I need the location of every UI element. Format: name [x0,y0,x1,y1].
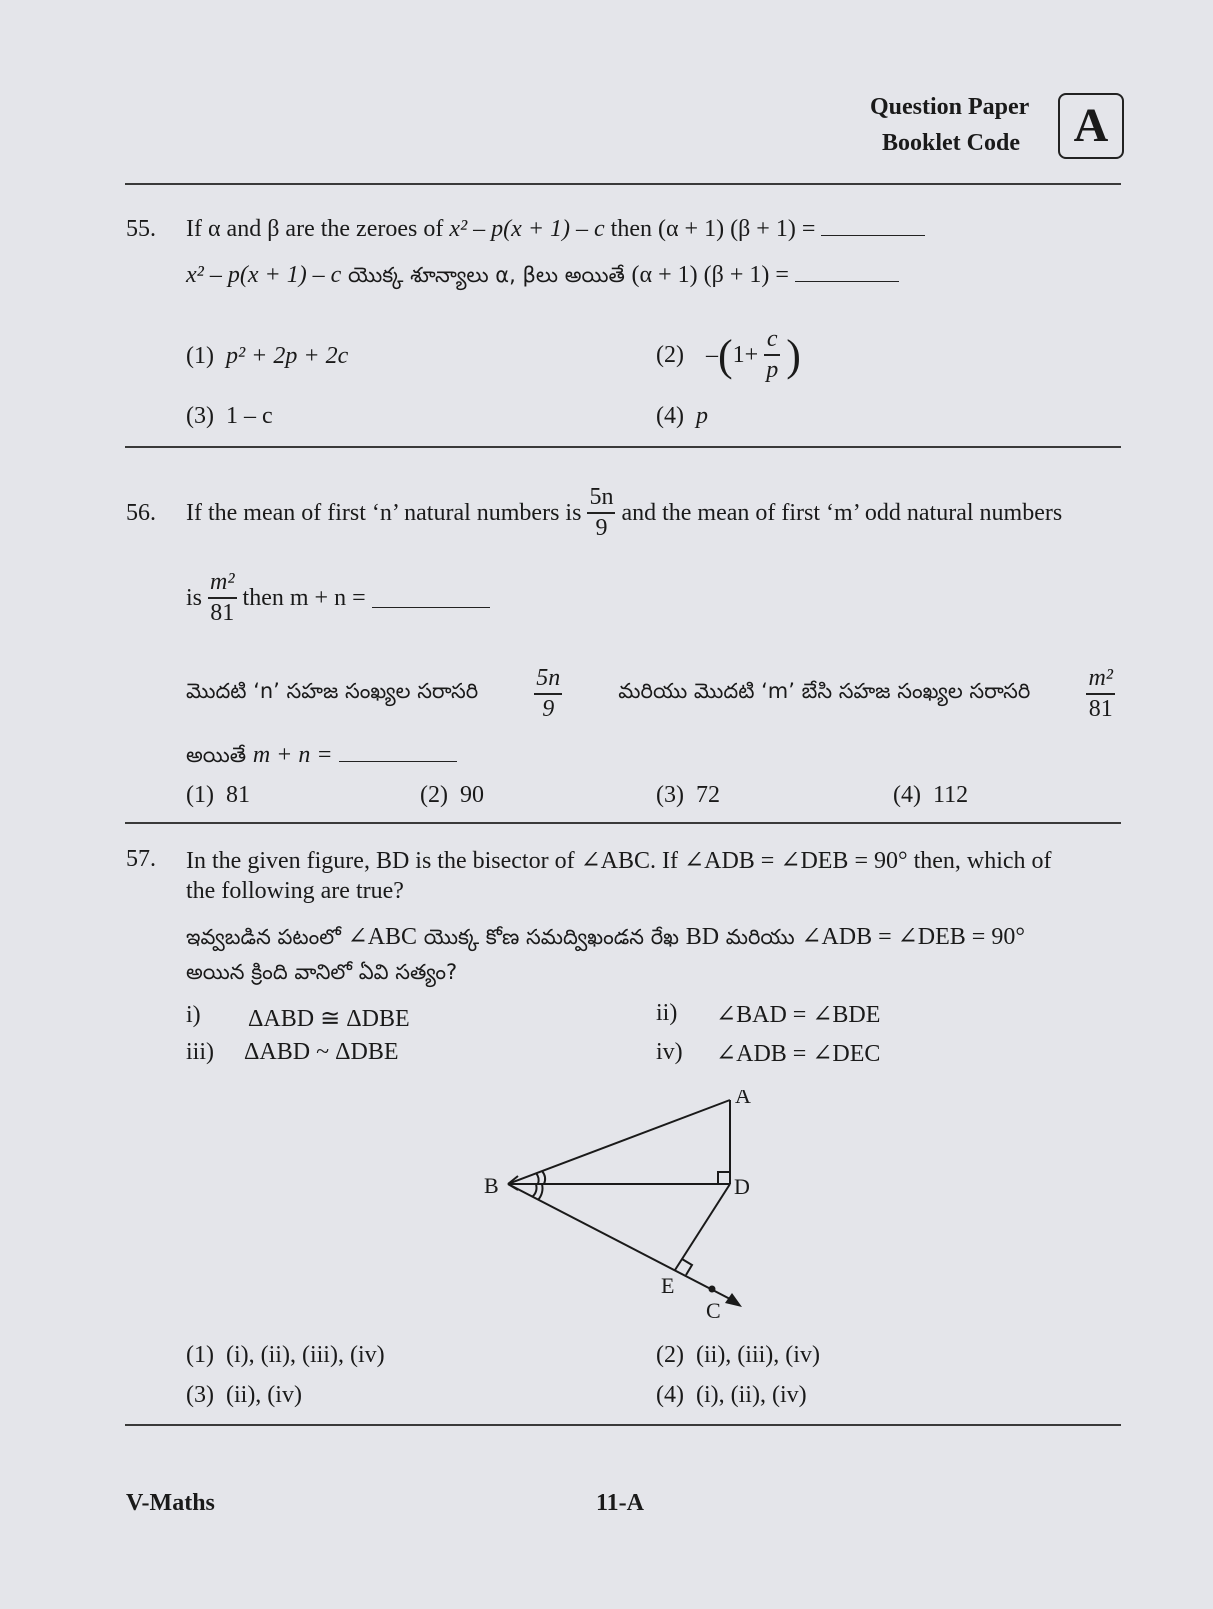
option-label: (3) [186,403,214,429]
q57-statement-2: ∠BAD = ∠BDE [716,1002,881,1028]
option-label: (3) [186,1382,214,1408]
q56-telugu-line2 [186,742,457,773]
q57-statement-1-label: i) [186,1002,201,1028]
point-c [709,1286,716,1293]
left-paren: ( [717,330,733,380]
q56-te-fraction-2 [1086,666,1115,722]
q55-option-2 [656,320,801,390]
option-label: (2) [656,341,684,368]
option-label: (2) [656,1342,684,1368]
option-label: (3) [656,782,684,808]
q57-te-e: మరియు [719,925,802,949]
q55-english [186,216,925,243]
q55-en-poly: x² – p(x + 1) – c [449,216,605,242]
fraction-numerator: m² [1088,665,1113,692]
segment-bc [508,1184,732,1300]
q55-en-pre: If α and β are the zeroes of [186,216,450,242]
option-text: (i), (ii), (iv) [695,1382,807,1408]
right-paren: ) [786,330,801,380]
q56-te-a: మొదటి ‘n’ సహజ సంఖ్యల సరాసరి [186,679,479,703]
option-term: 1+ [732,341,759,368]
fraction-denominator: 9 [542,695,555,722]
q55-opt2-fraction [764,327,780,383]
q55-telugu [186,262,899,293]
q57-te-b: ∠ABC [347,924,418,950]
fraction-denominator: 9 [595,514,608,541]
q57-statement-4: ∠ADB = ∠DEC [716,1041,881,1067]
q57-option-4 [656,1382,807,1409]
label-b: B [484,1173,499,1198]
q56-en-a: If the mean of first ‘n’ natural numbers is [186,499,582,526]
q56-english-line2 [186,566,490,630]
booklet-label-line1: Question Paper [870,94,1030,120]
divider [125,183,1121,185]
footer-page-number: 11-A [596,1490,644,1516]
option-sign: – [705,341,718,368]
angle-mark-2 [542,1171,545,1184]
q57-statement-4-label: iv) [656,1039,683,1065]
fraction-numerator: m² [210,569,235,596]
q56-option-4 [893,782,968,809]
q55-option-3 [186,403,273,430]
segment-ba [508,1100,730,1184]
q57-option-3 [186,1382,302,1409]
q56-english-line1 [186,481,1062,545]
q56-fraction-1 [587,485,615,541]
right-angle-d [718,1172,730,1184]
label-a: A [735,1090,751,1108]
divider [125,822,1121,824]
label-c: C [706,1298,721,1323]
answer-blank [795,281,899,282]
divider [125,1424,1121,1426]
answer-blank [372,607,490,608]
q56-te-fraction-1 [534,666,562,722]
option-text: 81 [225,782,250,808]
label-d: D [734,1174,750,1199]
ray-arrowhead [725,1293,742,1307]
q55-te-poly: x² – p(x + 1) – c [186,262,342,288]
q56-number: 56. [126,500,156,526]
q57-te-line2: అయిన క్రింది వానిలో ఏవి సత్యం? [186,960,458,984]
option-text: p [695,403,708,429]
angle-mark-1 [536,1173,539,1184]
q57-option-1 [186,1342,385,1369]
fraction-denominator: 81 [210,599,235,626]
q56-te-b: మరియు మొదటి ‘m’ బేసి సహజ సంఖ్యల సరాసరి [618,679,1031,703]
option-text: 90 [459,782,484,808]
q57-statement-3: ΔABD ~ ΔDBE [244,1039,399,1065]
q57-statement-3-label: iii) [186,1039,214,1065]
triangle-figure [470,1090,790,1330]
option-label: (4) [656,1382,684,1408]
q56-telugu-line1 [186,662,1121,726]
q55-option-4 [656,403,708,430]
q57-te-line1 [186,922,1025,955]
q55-en-post: then (α + 1) (β + 1) = [604,216,816,242]
q55-te-expr: (α + 1) (β + 1) = [631,262,789,288]
right-angle-e [682,1259,692,1275]
footer-subject: V-Maths [126,1490,215,1516]
q57-option-2 [656,1342,820,1369]
option-text: 1 – c [225,403,273,429]
option-text: p² + 2p + 2c [225,343,349,369]
option-label: (1) [186,343,214,369]
angle-mark-4 [538,1184,543,1200]
q56-en-c: is [186,584,203,611]
q57-number: 57. [126,846,156,872]
segment-de [675,1184,730,1270]
answer-blank [339,761,457,762]
fraction-numerator: c [766,326,778,353]
fraction-numerator: 5n [536,665,561,692]
q57-statement-2-label: ii) [656,1000,678,1026]
fraction-denominator: 81 [1088,695,1113,722]
answer-blank [821,235,925,236]
q56-fraction-2 [208,570,237,626]
q55-te-mid: యొక్క శూన్యాలు α, βలు అయితే [341,263,632,287]
q57-en-line1: In the given figure, BD is the bisector of ∠ABC. If ∠ADB = ∠DEB = 90° then, which of [186,848,1052,874]
q55-number: 55. [126,216,156,242]
option-text: (ii), (iv) [225,1382,302,1408]
option-text: 72 [695,782,720,808]
booklet-code-box: A [1058,93,1124,159]
q56-te-c: అయితే [186,743,253,767]
q57-te-f: ∠ADB = ∠DEB = 90° [801,924,1025,950]
q57-statement-1: ΔABD ≅ ΔDBE [248,1006,410,1032]
q55-option-1 [186,343,348,370]
option-label: (4) [893,782,921,808]
q57-te-c: యొక్క కోణ సమద్విఖండన రేఖ [417,925,686,949]
q56-te-d: m + n = [252,742,333,768]
angle-mark-3 [532,1184,537,1197]
q56-option-1 [186,782,250,809]
option-text: 112 [932,782,969,808]
option-text: (i), (ii), (iii), (iv) [225,1342,385,1368]
label-e: E [661,1273,675,1298]
booklet-label-line2: Booklet Code [882,130,1020,156]
option-label: (4) [656,403,684,429]
option-label: (2) [420,782,448,808]
divider [125,446,1121,448]
fraction-denominator: p [766,356,779,383]
fraction-numerator: 5n [589,484,614,511]
q56-en-d: then m + n = [242,584,366,611]
q56-option-2 [420,782,484,809]
q57-te-d: BD [685,924,720,950]
q56-en-b: and the mean of first ‘m’ odd natural numbers [621,499,1063,526]
option-text: (ii), (iii), (iv) [695,1342,820,1368]
q57-en-line2: the following are true? [186,878,404,904]
q57-te-a: ఇవ్వబడిన పటంలో [186,925,348,949]
option-label: (1) [186,782,214,808]
q56-option-3 [656,782,720,809]
option-label: (1) [186,1342,214,1368]
